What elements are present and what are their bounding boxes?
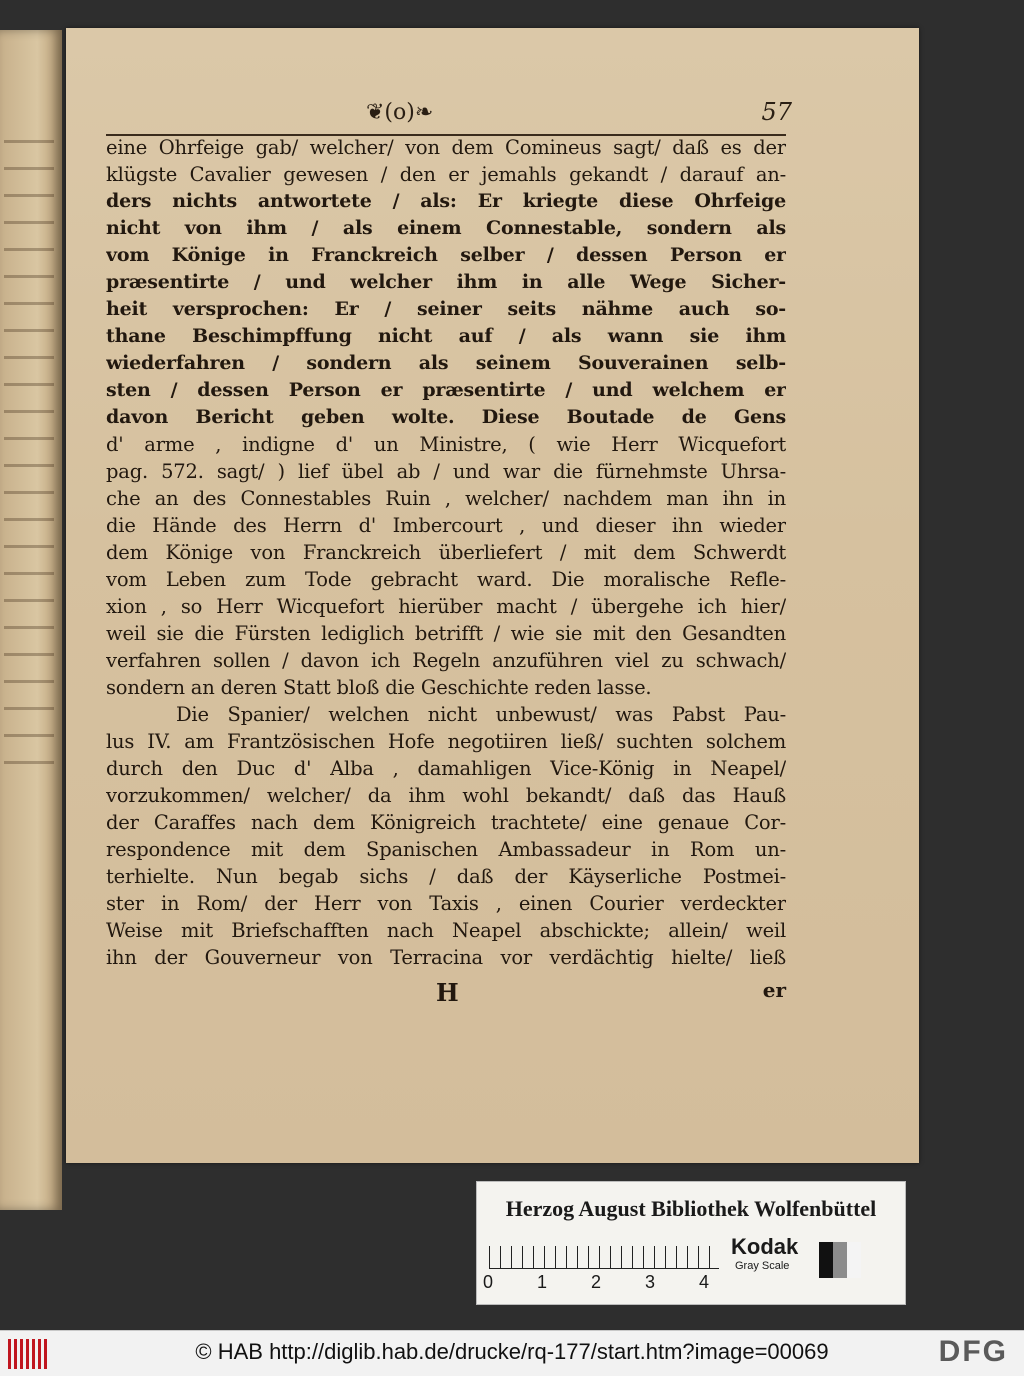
- text-line: die Hände des Herrn d' Imbercourt , und dieser ihn wieder: [106, 514, 786, 537]
- text-line: Die Spanier/ welchen nicht unbewust/ was Pabst Pau-: [176, 703, 786, 726]
- text-line: verfahren sollen / davon ich Regeln anzuführen viel zu schwach/: [106, 649, 786, 672]
- ruler-numbers: [483, 1272, 723, 1294]
- body-text: [106, 134, 786, 971]
- footer-copyright: © HAB http://diglib.hab.de/drucke/rq-177/start.htm?image=00069: [195, 1339, 829, 1364]
- text-line: respondence mit dem Spanischen Ambassadeur in Rom un-: [106, 838, 786, 861]
- text-line: dem Könige von Franckreich überliefert / mit dem Schwerdt: [106, 541, 786, 564]
- text-line: klügste Cavalier gewesen / den er jemahls gekandt / darauf an-: [106, 163, 786, 186]
- catchword: er: [762, 978, 786, 1002]
- text-line: durch den Duc d' Alba , damahligen Vice-König in Neapel/: [106, 757, 786, 780]
- gray-scale-caption: Gray Scale: [735, 1260, 790, 1272]
- page-footer-row: [106, 978, 786, 1008]
- text-line: pag. 572. sagt/ ) lief übel ab / und war die fürnehmste Uhrsa-: [106, 460, 786, 483]
- text-line: heit versprochen: Er / seiner seits nähme auch so-: [106, 298, 786, 320]
- signature-letter: H: [436, 978, 459, 1007]
- library-name: Herzog August Bibliothek Wolfenbüttel: [505, 1196, 877, 1221]
- page-number: 57: [761, 98, 792, 126]
- text-line: xion , so Herr Wicquefort hierüber macht / übergehe ich hier/: [106, 595, 786, 618]
- text-line: Weise mit Briefschafften nach Neapel abschickte; allein/ weil: [106, 919, 786, 942]
- text-line: sondern an deren Statt bloß die Geschichte reden lasse.: [106, 676, 652, 699]
- text-line: vom Könige in Franckreich selber / dessen Person er: [106, 244, 786, 266]
- footer-bar: [0, 1330, 1024, 1376]
- text-line: lus IV. am Frantzösischen Hofe negotiiren ließ/ suchten solchem: [106, 730, 786, 753]
- ruler-number: 0: [483, 1272, 494, 1292]
- book-page: [66, 28, 919, 1163]
- facing-page-edge: [0, 30, 62, 1210]
- text-line: thane Beschimpffung nicht auf / als wann sie ihm: [106, 325, 786, 347]
- text-line: eine Ohrfeige gab/ welcher/ von dem Comineus sagt/ daß es der: [106, 136, 786, 159]
- text-line: che an des Connestables Ruin , welcher/ nachdem man ihn in: [106, 487, 786, 510]
- facing-page-text-fragment: [4, 140, 54, 780]
- text-line: d' arme , indigne d' un Ministre, ( wie Herr Wicquefort: [106, 433, 786, 456]
- ruler-number: 4: [699, 1272, 710, 1292]
- gray-patch: [819, 1242, 833, 1278]
- text-line: weil sie die Fürsten lediglich betrifft / wie sie mit den Gesandten: [106, 622, 786, 645]
- dfg-logo: DFG: [938, 1335, 1008, 1368]
- text-line: vorzukommen/ welcher/ da ihm wohl bekandt/ daß das Hauß: [106, 784, 786, 807]
- text-line: ster in Rom/ der Herr von Taxis , einen Courier verdeckter: [106, 892, 786, 915]
- text-line: præsentirte / und welcher ihm in alle Wege Sicher-: [106, 271, 786, 293]
- ruler-scale: [489, 1232, 719, 1269]
- text-line: ders nichts antwortete / als: Er kriegte diese Ohrfeige: [106, 190, 786, 212]
- ruler-number: 2: [591, 1272, 602, 1292]
- page-header: [106, 98, 792, 136]
- text-line: terhielte. Nun begab sichs / daß der Käyserliche Postmei-: [106, 865, 786, 888]
- text-line: der Caraffes nach dem Königreich trachtete/ eine genaue Cor-: [106, 811, 786, 834]
- gray-patch: [833, 1242, 847, 1278]
- text-line: wiederfahren / sondern als seinem Souverainen selb-: [106, 352, 786, 374]
- kodak-brand: Kodak: [731, 1234, 799, 1259]
- text-line: davon Bericht geben wolte. Diese Boutade de Gens: [106, 406, 786, 428]
- header-ornament: ❦(o)❧: [366, 100, 434, 125]
- text-line: vom Leben zum Tode gebracht ward. Die moralische Refle-: [106, 568, 786, 591]
- text-line: sten / dessen Person er præsentirte / und welchem er: [106, 379, 786, 401]
- gray-patch: [847, 1242, 861, 1278]
- text-line: nicht von ihm / als einem Connestable, sondern als: [106, 217, 786, 239]
- text-line: ihn der Gouverneur von Terracina vor verdächtig hielte/ ließ: [106, 946, 786, 969]
- library-label: [476, 1181, 906, 1305]
- ruler-number: 1: [537, 1272, 548, 1292]
- gray-scale-patches: [819, 1242, 861, 1278]
- ruler-number: 3: [645, 1272, 656, 1292]
